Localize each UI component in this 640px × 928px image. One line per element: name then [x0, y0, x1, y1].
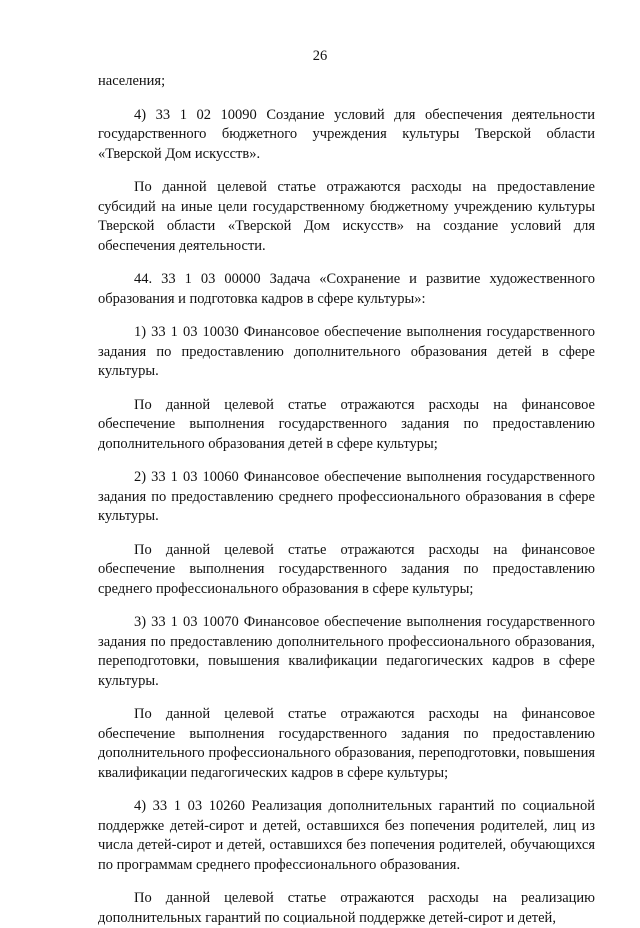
- paragraph-item-33-1-03-10030: 1) 33 1 03 10030 Финансовое обеспечение выполнения государственного задания по предоставлению дополнительного образования детей в сфере культуры.: [98, 324, 595, 379]
- document-body: [98, 72, 595, 928]
- page-number: 26: [312, 48, 328, 64]
- paragraph-task-44: 44. 33 1 03 00000 Задача «Сохранение и развитие художественного образования и подготовка кадров в сфере культуры»:: [98, 271, 595, 307]
- paragraph-continuation: населения;: [98, 73, 166, 89]
- paragraph-description: По данной целевой статье отражаются расходы на финансовое обеспечение выполнения государственного задания по предоставлению дополнительного профессионального образования, переподготовки, повышения квалификации педагогических кадров в сфере культуры;: [98, 706, 595, 781]
- paragraph-description: По данной целевой статье отражаются расходы на финансовое обеспечение выполнения государственного задания по предоставлению дополнительного образования детей в сфере культуры;: [98, 396, 595, 452]
- paragraph-item-33-1-03-10070: 3) 33 1 03 10070 Финансовое обеспечение выполнения государственного задания по предоставлению дополнительного профессионального образования, переподготовки, повышения квалификации педагогических кадров в сфере культуры.: [98, 614, 595, 689]
- paragraph-item-33-1-03-10260: 4) 33 1 03 10260 Реализация дополнительных гарантий по социальной поддержке детей-сирот и детей, оставшихся без попечения родителей, лиц из числа детей-сирот и детей, оставшихся без попечения родителей, обучающихся по программам среднего профессионального образования.: [98, 798, 595, 873]
- paragraph-item-33-1-03-10060: 2) 33 1 03 10060 Финансовое обеспечение выполнения государственного задания по предоставлению среднего профессионального образования в сфере культуры.: [98, 469, 595, 524]
- paragraph-description: По данной целевой статье отражаются расходы на реализацию дополнительных гарантий по социальной поддержке детей-сирот и детей,: [98, 890, 595, 926]
- paragraph-description: По данной целевой статье отражаются расходы на финансовое обеспечение выполнения государственного задания по предоставлению среднего профессионального образования в сфере культуры;: [98, 541, 595, 597]
- paragraph-item-33-1-02-10090: 4) 33 1 02 10090 Создание условий для обеспечения деятельности государственного бюджетного учреждения культуры Тверской области «Тверской Дом искусств».: [98, 106, 595, 162]
- paragraph-description: По данной целевой статье отражаются расходы на предоставление субсидий на иные цели государственному бюджетному учреждению культуры Тверской области «Тверской Дом искусств» на создание условий для обеспечения деятельности.: [98, 179, 595, 254]
